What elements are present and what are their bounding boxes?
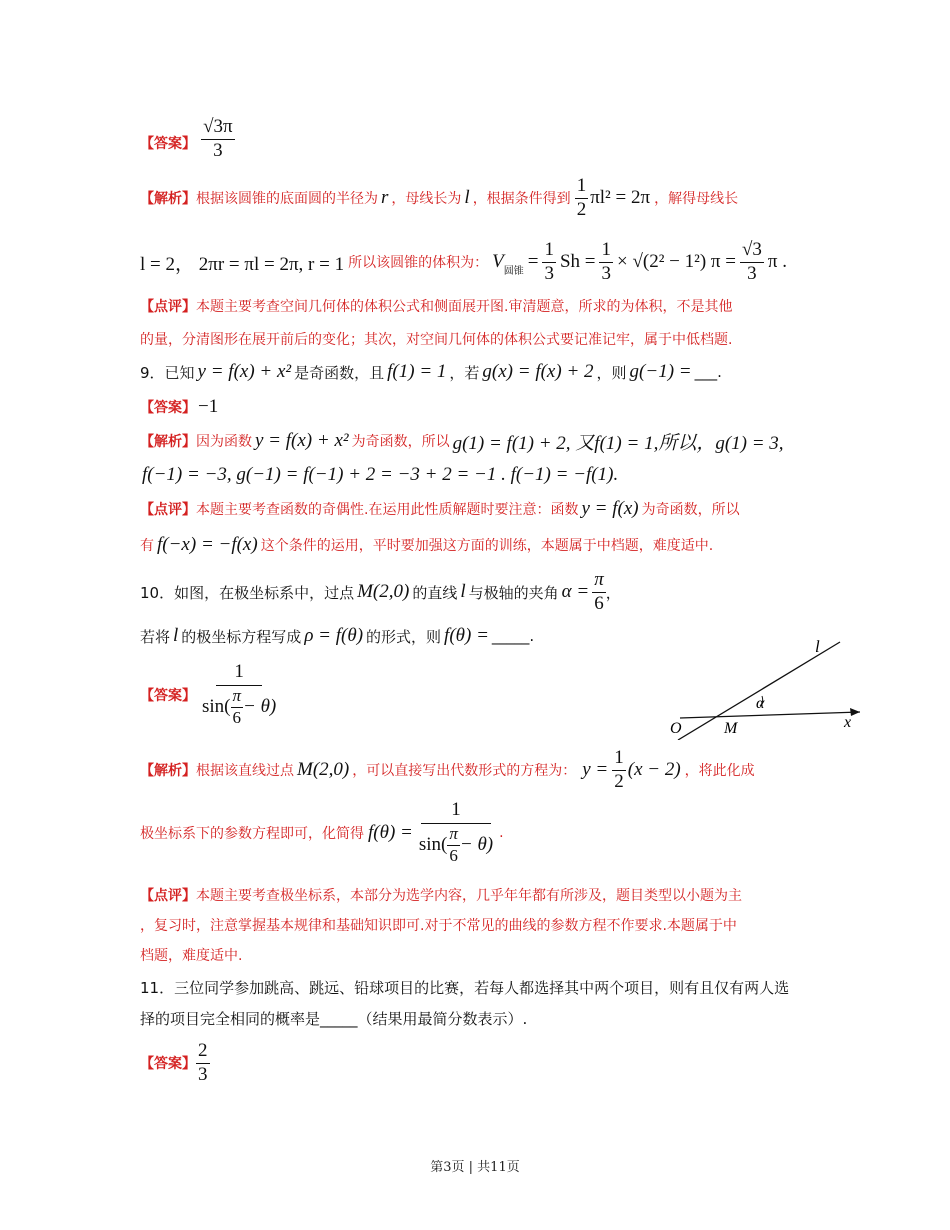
math: l = 2， 2πr = πl = 2π, r = 1 (140, 253, 345, 275)
fraction (599, 240, 613, 285)
math: y = f(x) + x² (255, 430, 349, 451)
math: V (492, 251, 504, 272)
fraction (592, 570, 606, 615)
q8-comment-line2 (140, 329, 732, 349)
fraction-denominator: 3 (198, 1063, 208, 1085)
text: 因为函数 (196, 434, 252, 450)
polar-line-figure (660, 630, 870, 740)
q10-comment-line1 (140, 885, 742, 905)
text: ，若 (449, 363, 480, 382)
analysis-label: 【解析】 (140, 434, 196, 450)
fraction-numerator: π (592, 570, 606, 593)
math: y = (582, 759, 609, 780)
answer-label: 【答案】 (140, 135, 196, 152)
fraction-denominator: 6 (449, 845, 458, 865)
math: π . (767, 251, 787, 272)
math: f(θ) = (444, 625, 489, 646)
q9-analysis-line2 (142, 461, 618, 489)
fraction-numerator: 2 (196, 1041, 210, 1064)
text: 是奇函数，且 (294, 363, 385, 382)
text: 本题主要考查空间几何体的体积公式和侧面展开图.审清题意，所求的为体积，不是其他 (196, 299, 733, 315)
math: α = (561, 581, 590, 602)
comment-label: 【点评】 (140, 299, 196, 315)
fraction-denominator: 3 (601, 262, 611, 284)
q10-analysis-line1 (140, 748, 755, 792)
polar-axis (680, 712, 860, 718)
comment-label: 【点评】 (140, 888, 196, 904)
text: 的直线 (412, 583, 458, 602)
text: 11．三位同学参加跳高、跳远、铅球项目的比赛，若每人都选择其中两个项目，则有且仅有两人选 (140, 979, 790, 997)
fraction-numerator: √3π (201, 117, 235, 140)
math: f(−1) = −3, g(−1) = f(−1) + 2 = −3 + 2 = −1 . f(−1) = −f(1). (142, 464, 619, 485)
fraction-numerator: 1 (216, 662, 262, 686)
q9-comment-line1 (140, 495, 740, 523)
math: l (460, 581, 466, 602)
fraction (575, 176, 589, 221)
q10-question-line2 (140, 622, 534, 650)
math: sin( (418, 833, 448, 855)
text: 档题，难度适中. (140, 948, 243, 964)
q10-answer-line (140, 660, 278, 730)
math: M(2,0) (297, 759, 350, 780)
q10-comment-line3 (140, 945, 242, 965)
text: ， (605, 583, 621, 602)
math: y = f(x) + x² (197, 361, 292, 382)
math: l (173, 625, 179, 646)
label-x: x (844, 714, 852, 731)
label-M: M (724, 720, 738, 737)
text: ，母线长为 (391, 191, 462, 207)
q8-analysis-line2 (140, 240, 787, 284)
subscript: 圆锥 (503, 265, 524, 277)
q10-answer-fraction (200, 662, 278, 727)
fraction-denominator: 2 (614, 770, 624, 792)
text: 10．如图，在极坐标系中，过点 (140, 583, 355, 602)
math: (x − 2) (627, 759, 681, 780)
text: 极坐标系下的参数方程即可，化简得 (140, 826, 364, 842)
label-l: l (815, 637, 820, 656)
math: r (381, 187, 389, 208)
text: ，根据条件得到 (472, 191, 571, 207)
comment-label: 【点评】 (140, 502, 196, 518)
math: M(2,0) (357, 581, 410, 602)
fraction (231, 687, 244, 727)
text: ，复习时，注意掌握基本规律和基础知识即可.对于不常见的曲线的参数方程不作要求.本题属于中 (140, 918, 737, 934)
text: 的极坐标方程写成 (181, 627, 302, 646)
analysis-label: 【解析】 (140, 763, 196, 779)
q9-analysis-line1 (140, 426, 784, 456)
fraction-denominator: 3 (213, 139, 223, 161)
fraction-denominator: 2 (576, 198, 587, 220)
text: 的量，分清图形在展开前后的变化；其次，对空间几何体的体积公式要记准记牢，属于中低档题. (140, 332, 733, 348)
fraction-numerator: 1 (612, 748, 626, 771)
fraction-numerator: 1 (421, 800, 491, 824)
fraction-denominator: 6 (232, 707, 242, 727)
q11-question-line2 (140, 1008, 527, 1029)
axis-arrow-icon (850, 708, 860, 716)
math: g(x) = f(x) + 2 (482, 361, 594, 382)
analysis-label: 【解析】 (140, 191, 196, 207)
text: （结果用最简分数表示）. (357, 1010, 528, 1028)
q11-question-line1 (140, 977, 789, 998)
math: sin( (202, 695, 231, 717)
text: 与极轴的夹角 (468, 583, 559, 602)
math: − θ) (459, 833, 494, 855)
math: g(−1) = (629, 361, 692, 382)
q9-question (140, 358, 722, 386)
answer-blank: ___. (694, 363, 722, 381)
fraction-denominator (417, 824, 495, 865)
fraction (447, 825, 460, 865)
math: f(θ) = (368, 822, 413, 843)
fraction-numerator: 1 (542, 240, 556, 263)
text: 若将 (140, 627, 171, 646)
math: l (464, 187, 470, 208)
math: = (527, 251, 539, 272)
q8-analysis-line1 (140, 174, 739, 220)
math: ρ = f(θ) (304, 625, 364, 646)
fraction-numerator: 1 (575, 176, 589, 199)
text: 所以该圆锥的体积为： (348, 255, 489, 271)
answer-blank: _____ (320, 1010, 358, 1028)
q9-answer-value: −1 (198, 396, 219, 417)
text: ，可以直接写出代数形式的方程为： (352, 763, 577, 779)
answer-label: 【答案】 (140, 400, 196, 416)
math: × √(2² − 1²) π = (616, 251, 736, 272)
fraction (612, 748, 626, 793)
text: 这个条件的运用，平时要加强这方面的训练，本题属于中档题，难度适中. (260, 538, 714, 554)
fraction (542, 240, 556, 285)
math: g(1) = f(1) + 2, 又f(1) = 1,所以，g(1) = 3, (452, 432, 784, 454)
text: 9．已知 (140, 363, 195, 382)
fraction-denominator (200, 686, 278, 727)
q9-answer-line (140, 393, 218, 421)
q11-answer-line (140, 1038, 210, 1088)
math: f(−x) = −f(x) (157, 534, 258, 555)
math: Sh = (559, 251, 596, 272)
text: 择的项目完全相同的概率是 (140, 1010, 321, 1028)
text: 根据该圆锥的底面圆的半径为 (196, 191, 378, 207)
label-O: O (670, 720, 682, 737)
q9-comment-line2 (140, 531, 713, 559)
math: f(1) = 1 (387, 361, 447, 382)
page-footer: 第3页 | 共11页 (430, 1160, 520, 1175)
fraction-denominator: 3 (747, 262, 757, 284)
fraction-numerator: 1 (599, 240, 613, 263)
line-l (678, 642, 840, 740)
text: ，将此化成 (684, 763, 755, 779)
q10-question-line1 (140, 570, 621, 614)
answer-label: 【答案】 (140, 1056, 196, 1072)
fraction (740, 240, 764, 285)
q11-answer-fraction (196, 1041, 210, 1086)
text: 本题主要考查函数的奇偶性.在运用此性质解题时要注意：函数 (196, 502, 579, 518)
q10-comment-line2 (140, 915, 737, 935)
fraction-numerator: √3 (740, 240, 764, 263)
q8-answer-fraction (201, 117, 235, 162)
text: ，则 (596, 363, 627, 382)
math: y = f(x) (581, 498, 639, 519)
text: 为奇函数，所以 (641, 502, 740, 518)
text: 根据该直线过点 (196, 763, 294, 779)
fraction-numerator: π (231, 687, 244, 708)
q10-analysis-fraction (417, 800, 495, 865)
label-alpha: α (756, 695, 765, 712)
fraction-denominator: 6 (594, 592, 604, 614)
q8-comment-line1 (140, 296, 732, 316)
q8-answer-line (140, 117, 235, 162)
text: . (499, 825, 504, 841)
text: 的形式，则 (366, 627, 442, 646)
fraction-denominator: 3 (544, 262, 554, 284)
fraction-numerator: π (447, 825, 460, 846)
answer-blank: _____. (491, 627, 535, 645)
text: 为奇函数，所以 (351, 434, 450, 450)
math: πl² = 2π (590, 187, 651, 208)
math: − θ) (243, 695, 277, 717)
text: 本题主要考查极坐标系，本部分为选学内容，几乎年年都有所涉及，题目类型以小题为主 (196, 888, 742, 904)
answer-label: 【答案】 (140, 688, 196, 704)
q10-analysis-line2 (140, 800, 504, 866)
text: ，解得母线长 (654, 191, 739, 207)
text: 有 (140, 538, 154, 554)
